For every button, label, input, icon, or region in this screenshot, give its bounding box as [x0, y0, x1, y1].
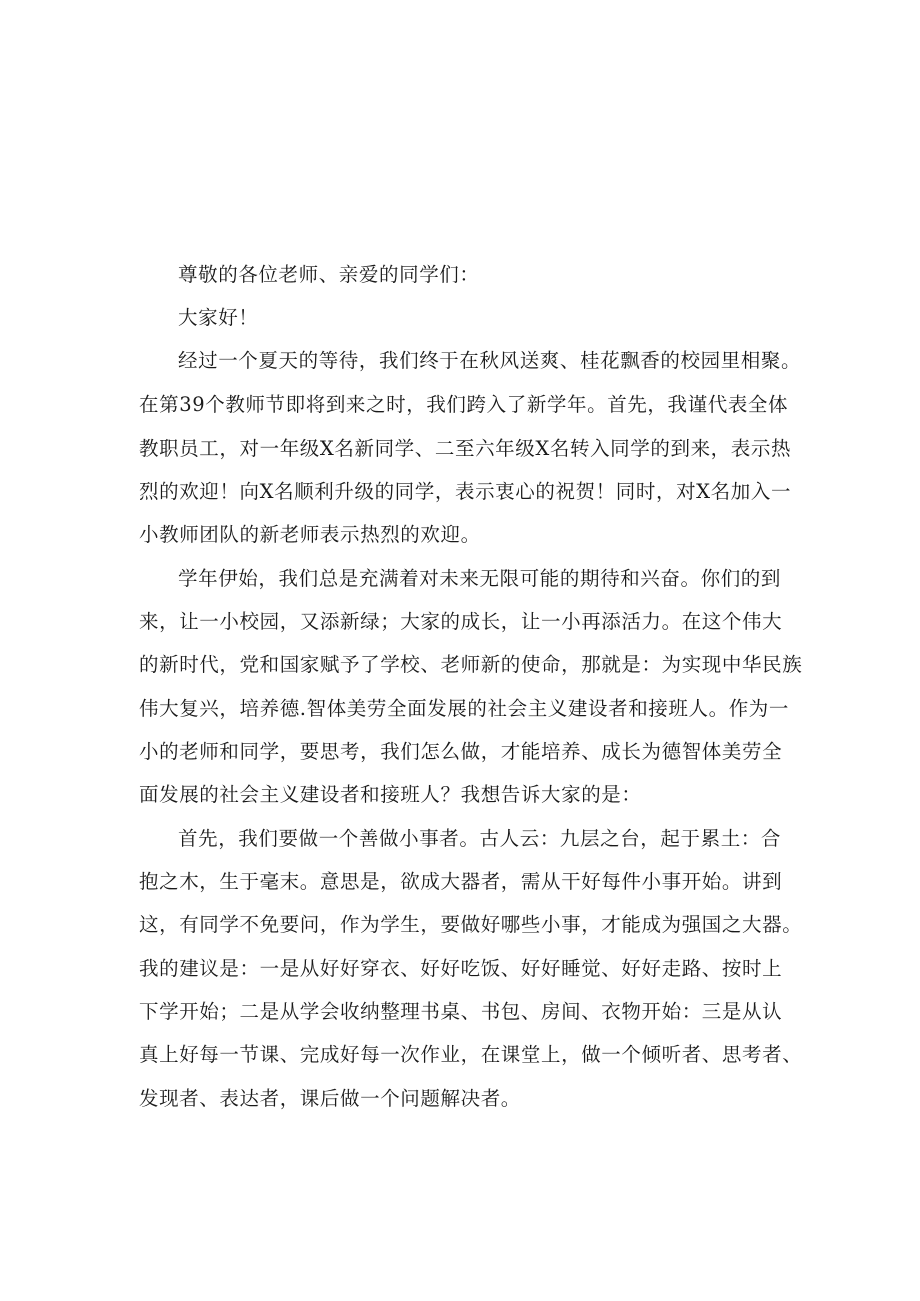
paragraph-2-line-4: 伟大复兴，培养德.智体美劳全面发展的社会主义建设者和接班人。作为一 — [139, 697, 789, 720]
paragraph-2-line-6: 面发展的社会主义建设者和接班人？我想告诉大家的是： — [139, 783, 642, 806]
paragraph-1-line-2: 在第39个教师节即将到来之时，我们跨入了新学年。首先，我谨代表全体 — [139, 393, 789, 416]
paragraph-3-line-3: 这，有同学不免要问，作为学生，要做好哪些小事，才能成为强国之大器。 — [139, 913, 803, 936]
paragraph-1-line-1: 经过一个夏天的等待，我们终于在秋风送爽、桂花飘香的校园里相聚。 — [178, 349, 802, 372]
paragraph-2-line-3: 的新时代，党和国家赋予了学校、老师新的使命，那就是：为实现中华民族 — [139, 653, 803, 676]
paragraph-2-line-1: 学年伊始，我们总是充满着对未来无限可能的期待和兴奋。你们的到 — [178, 567, 782, 590]
paragraph-1-line-5: 小教师团队的新老师表示热烈的欢迎。 — [139, 523, 481, 546]
paragraph-3-line-5: 下学开始；二是从学会收纳整理书桌、书包、房间、衣物开始：三是从认 — [139, 1000, 783, 1023]
salutation: 尊敬的各位老师、亲爱的同学们： — [178, 263, 480, 286]
paragraph-1-line-3: 教职员工，对一年级X名新同学、二至六年级X名转入同学的到来，表示热 — [139, 437, 792, 460]
paragraph-3-line-6: 真上好每一节课、完成好每一次作业，在课堂上，做一个倾听者、思考者、 — [139, 1043, 803, 1066]
paragraph-2-line-2: 来，让一小校园，又添新绿；大家的成长，让一小再添活力。在这个伟大 — [139, 610, 783, 633]
paragraph-3-line-2: 抱之木，生于毫末。意思是，欲成大器者，需从干好每件小事开始。讲到 — [139, 870, 783, 893]
greeting: 大家好！ — [178, 306, 259, 329]
paragraph-3-line-7: 发现者、表达者，课后做一个问题解决者。 — [139, 1087, 521, 1110]
paragraph-3-line-1: 首先，我们要做一个善做小事者。古人云：九层之台，起于累土：合 — [178, 827, 782, 850]
paragraph-1-line-4: 烈的欢迎！向X名顺利升级的同学，表示衷心的祝贺！同时，对X名加入一 — [139, 480, 792, 503]
paragraph-2-line-5: 小的老师和同学，要思考，我们怎么做，才能培养、成长为德智体美劳全 — [139, 740, 783, 763]
paragraph-3-line-4: 我的建议是：一是从好好穿衣、好好吃饭、好好睡觉、好好走路、按时上 — [139, 957, 783, 980]
